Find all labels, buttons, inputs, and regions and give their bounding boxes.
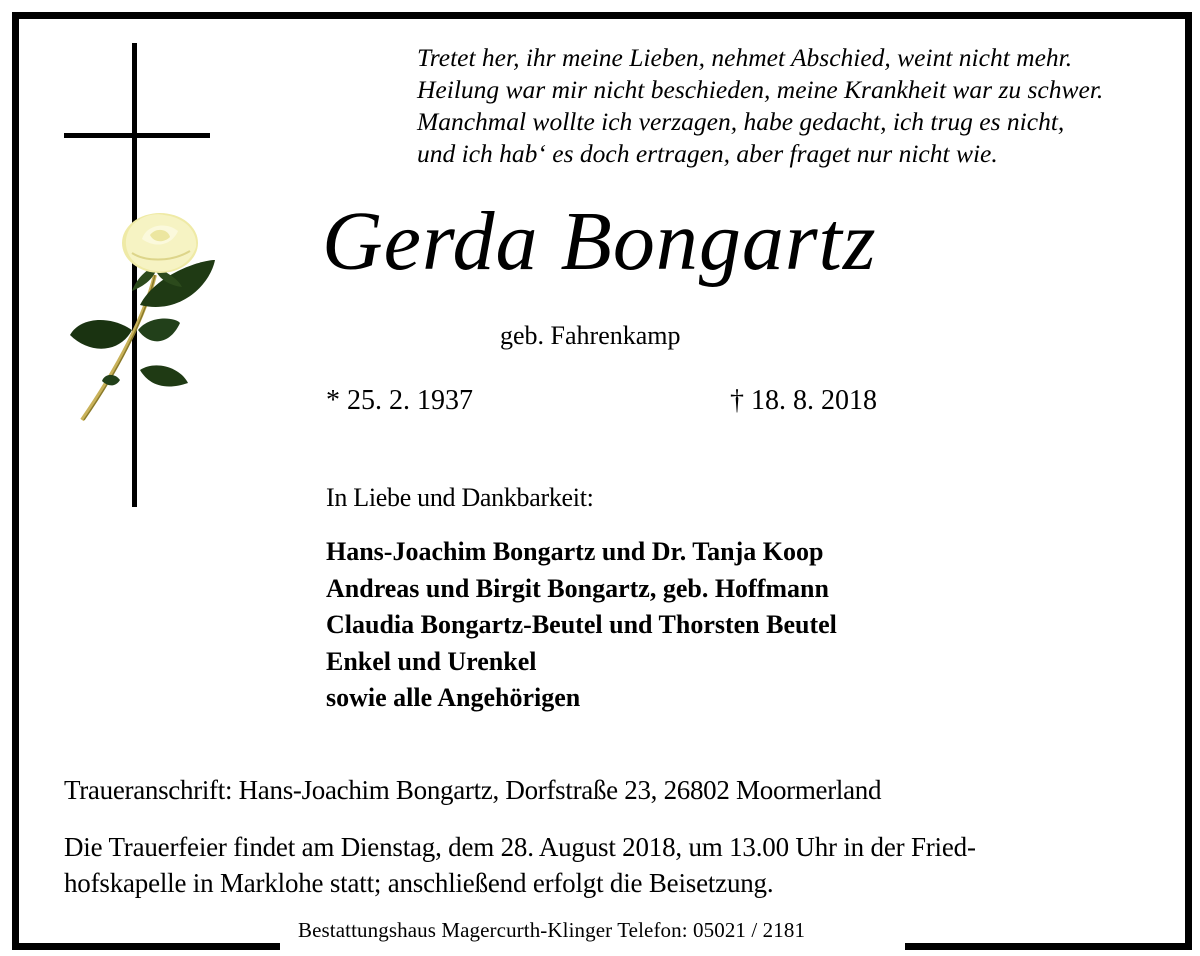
service-line: Die Trauerfeier findet am Dienstag, dem 28. August 2018, um 13.00 Uhr in der Fried- bbox=[64, 832, 976, 862]
maiden-name: geb. Fahrenkamp bbox=[500, 321, 681, 350]
rose-icon bbox=[60, 205, 230, 430]
mourner-line: sowie alle Angehörigen bbox=[326, 683, 581, 712]
poem-line: und ich hab‘ es doch ertragen, aber fraget nur nicht wie. bbox=[417, 139, 998, 168]
mourner-line: Enkel und Urenkel bbox=[326, 646, 537, 676]
service-line: hofskapelle in Marklohe statt; anschließend erfolgt die Beisetzung. bbox=[64, 868, 774, 898]
mourner-line: Hans-Joachim Bongartz und Dr. Tanja Koop bbox=[326, 537, 824, 566]
poem-line: Tretet her, ihr meine Lieben, nehmet Abschied, weint nicht mehr. bbox=[417, 43, 1073, 72]
poem bbox=[417, 42, 1103, 170]
mourners-intro: In Liebe und Dankbarkeit: bbox=[326, 483, 594, 512]
birth-date: * 25. 2. 1937 bbox=[326, 385, 473, 416]
mourner-line: Claudia Bongartz-Beutel und Thorsten Beutel bbox=[326, 610, 837, 639]
mourning-address: Traueranschrift: Hans-Joachim Bongartz, Dorfstraße 23, 26802 Moormerland bbox=[64, 775, 882, 805]
deceased-name: Gerda Bongartz bbox=[322, 195, 877, 288]
funeral-home-footer: Bestattungshaus Magercurth-Klinger Telefon: 05021 / 2181 bbox=[298, 918, 806, 942]
death-date: † 18. 8. 2018 bbox=[730, 385, 877, 416]
funeral-service-info bbox=[64, 829, 976, 901]
mourners-list bbox=[326, 534, 837, 717]
cross-icon-bar bbox=[64, 133, 210, 138]
poem-line: Heilung war mir nicht beschieden, meine Krankheit war zu schwer. bbox=[417, 75, 1104, 104]
mourner-line: Andreas und Birgit Bongartz, geb. Hoffmann bbox=[326, 573, 829, 603]
poem-line: Manchmal wollte ich verzagen, habe gedacht, ich trug es nicht, bbox=[417, 107, 1065, 136]
